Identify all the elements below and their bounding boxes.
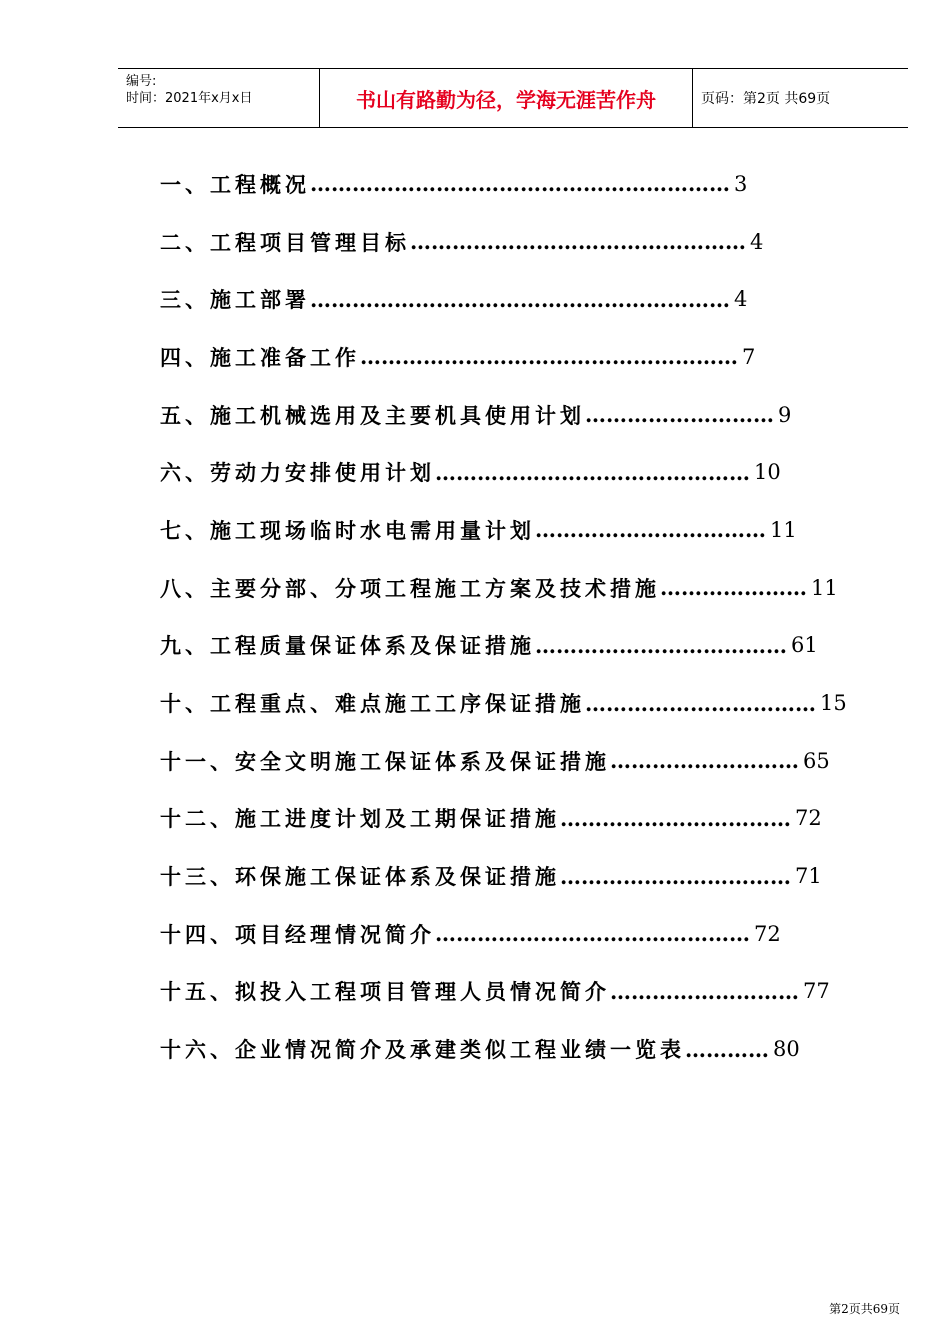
toc-entry-page: 77	[803, 979, 830, 1004]
toc-entry-title: 十五、拟投入工程项目管理人员情况简介	[160, 979, 610, 1005]
toc-entry[interactable]	[160, 732, 860, 790]
toc-entry-page: 80	[773, 1037, 800, 1062]
toc-entry-leader: ……………………………	[535, 517, 766, 543]
toc-entry-page: 72	[754, 921, 781, 946]
toc-entry-title: 十、工程重点、难点施工工序保证措施	[160, 691, 585, 717]
toc-entry-page: 65	[803, 748, 830, 773]
toc-entry-page: 4	[734, 287, 748, 312]
toc-entry[interactable]	[160, 155, 860, 213]
toc-entry[interactable]	[160, 501, 860, 559]
document-time-label: 时间：2021年x月x日	[126, 91, 253, 106]
toc-entry-page: 15	[820, 691, 847, 716]
toc-entry-title: 三、施工部署	[160, 287, 310, 313]
toc-entry-leader: ………………………………	[535, 632, 787, 658]
toc-entry-page: 4	[750, 229, 764, 254]
toc-entry[interactable]	[160, 847, 860, 905]
toc-entry[interactable]	[160, 213, 860, 271]
toc-entry-leader: …………	[685, 1036, 769, 1062]
toc-entry[interactable]	[160, 386, 860, 444]
toc-entry-title: 十六、企业情况简介及承建类似工程业绩一览表	[160, 1037, 685, 1063]
toc-entry-leader: ……………………………………………………	[310, 171, 730, 197]
toc-entry[interactable]	[160, 1020, 860, 1078]
toc-entry-title: 七、施工现场临时水电需用量计划	[160, 517, 535, 543]
toc-entry-page: 10	[754, 460, 781, 485]
toc-entry[interactable]	[160, 443, 860, 501]
toc-entry-page: 71	[795, 864, 822, 889]
toc-entry-page: 72	[795, 806, 822, 831]
toc-entry[interactable]	[160, 963, 860, 1021]
toc-entry-title: 九、工程质量保证体系及保证措施	[160, 633, 535, 659]
toc-entry-title: 五、施工机械选用及主要机具使用计划	[160, 402, 585, 428]
header-motto-cell	[320, 69, 693, 127]
toc-entry-page: 7	[742, 344, 756, 369]
toc-entry-title: 十三、环保施工保证体系及保证措施	[160, 864, 560, 890]
toc-entry[interactable]	[160, 270, 860, 328]
toc-entry-title: 十二、施工进度计划及工期保证措施	[160, 806, 560, 832]
header-right-cell	[693, 69, 908, 127]
toc-entry[interactable]	[160, 790, 860, 848]
toc-entry-leader: ………………………………………………	[360, 344, 738, 370]
toc-entry-title: 四、施工准备工作	[160, 344, 360, 370]
toc-entry-title: 十四、项目经理情况简介	[160, 921, 435, 947]
toc-entry[interactable]	[160, 617, 860, 675]
toc-entry-title: 八、主要分部、分项工程施工方案及技术措施	[160, 575, 660, 601]
footer-page-info: 第2页共69页	[829, 1302, 900, 1316]
toc-entry-leader: ……………………………………………………	[310, 286, 730, 312]
page-header	[118, 68, 908, 128]
toc-entry-leader: …………………	[660, 575, 807, 601]
toc-entry-leader: …………………………………………	[410, 229, 746, 255]
toc-entry[interactable]	[160, 559, 860, 617]
header-left-cell	[118, 69, 320, 127]
toc-entry-leader: ………………………………………	[435, 921, 750, 947]
toc-entry[interactable]	[160, 905, 860, 963]
toc-entry[interactable]	[160, 328, 860, 386]
toc-entry-leader: ………………………………………	[435, 459, 750, 485]
toc-entry-leader: ………………………	[610, 748, 799, 774]
table-of-contents	[160, 155, 860, 1078]
toc-entry-title: 二、工程项目管理目标	[160, 229, 410, 255]
toc-entry-title: 十一、安全文明施工保证体系及保证措施	[160, 748, 610, 774]
page-footer	[829, 1300, 900, 1317]
toc-entry-page: 11	[811, 575, 838, 600]
toc-entry-page: 3	[734, 171, 748, 196]
toc-entry-page: 9	[778, 402, 792, 427]
toc-entry-leader: ……………………………	[560, 805, 791, 831]
toc-entry[interactable]	[160, 674, 860, 732]
header-page-info: 页码：第2页 共69页	[701, 91, 831, 107]
toc-entry-leader: ………………………	[585, 402, 774, 428]
toc-entry-page: 11	[770, 517, 797, 542]
toc-entry-page: 61	[791, 633, 818, 658]
toc-entry-leader: ……………………………	[560, 863, 791, 889]
toc-entry-title: 六、劳动力安排使用计划	[160, 460, 435, 486]
toc-entry-title: 一、工程概况	[160, 171, 310, 197]
document-id-label: 编号:	[126, 74, 157, 89]
toc-entry-leader: ……………………………	[585, 690, 816, 716]
toc-entry-leader: ………………………	[610, 978, 799, 1004]
header-motto: 书山有路勤为径，学海无涯苦作舟	[356, 87, 656, 112]
